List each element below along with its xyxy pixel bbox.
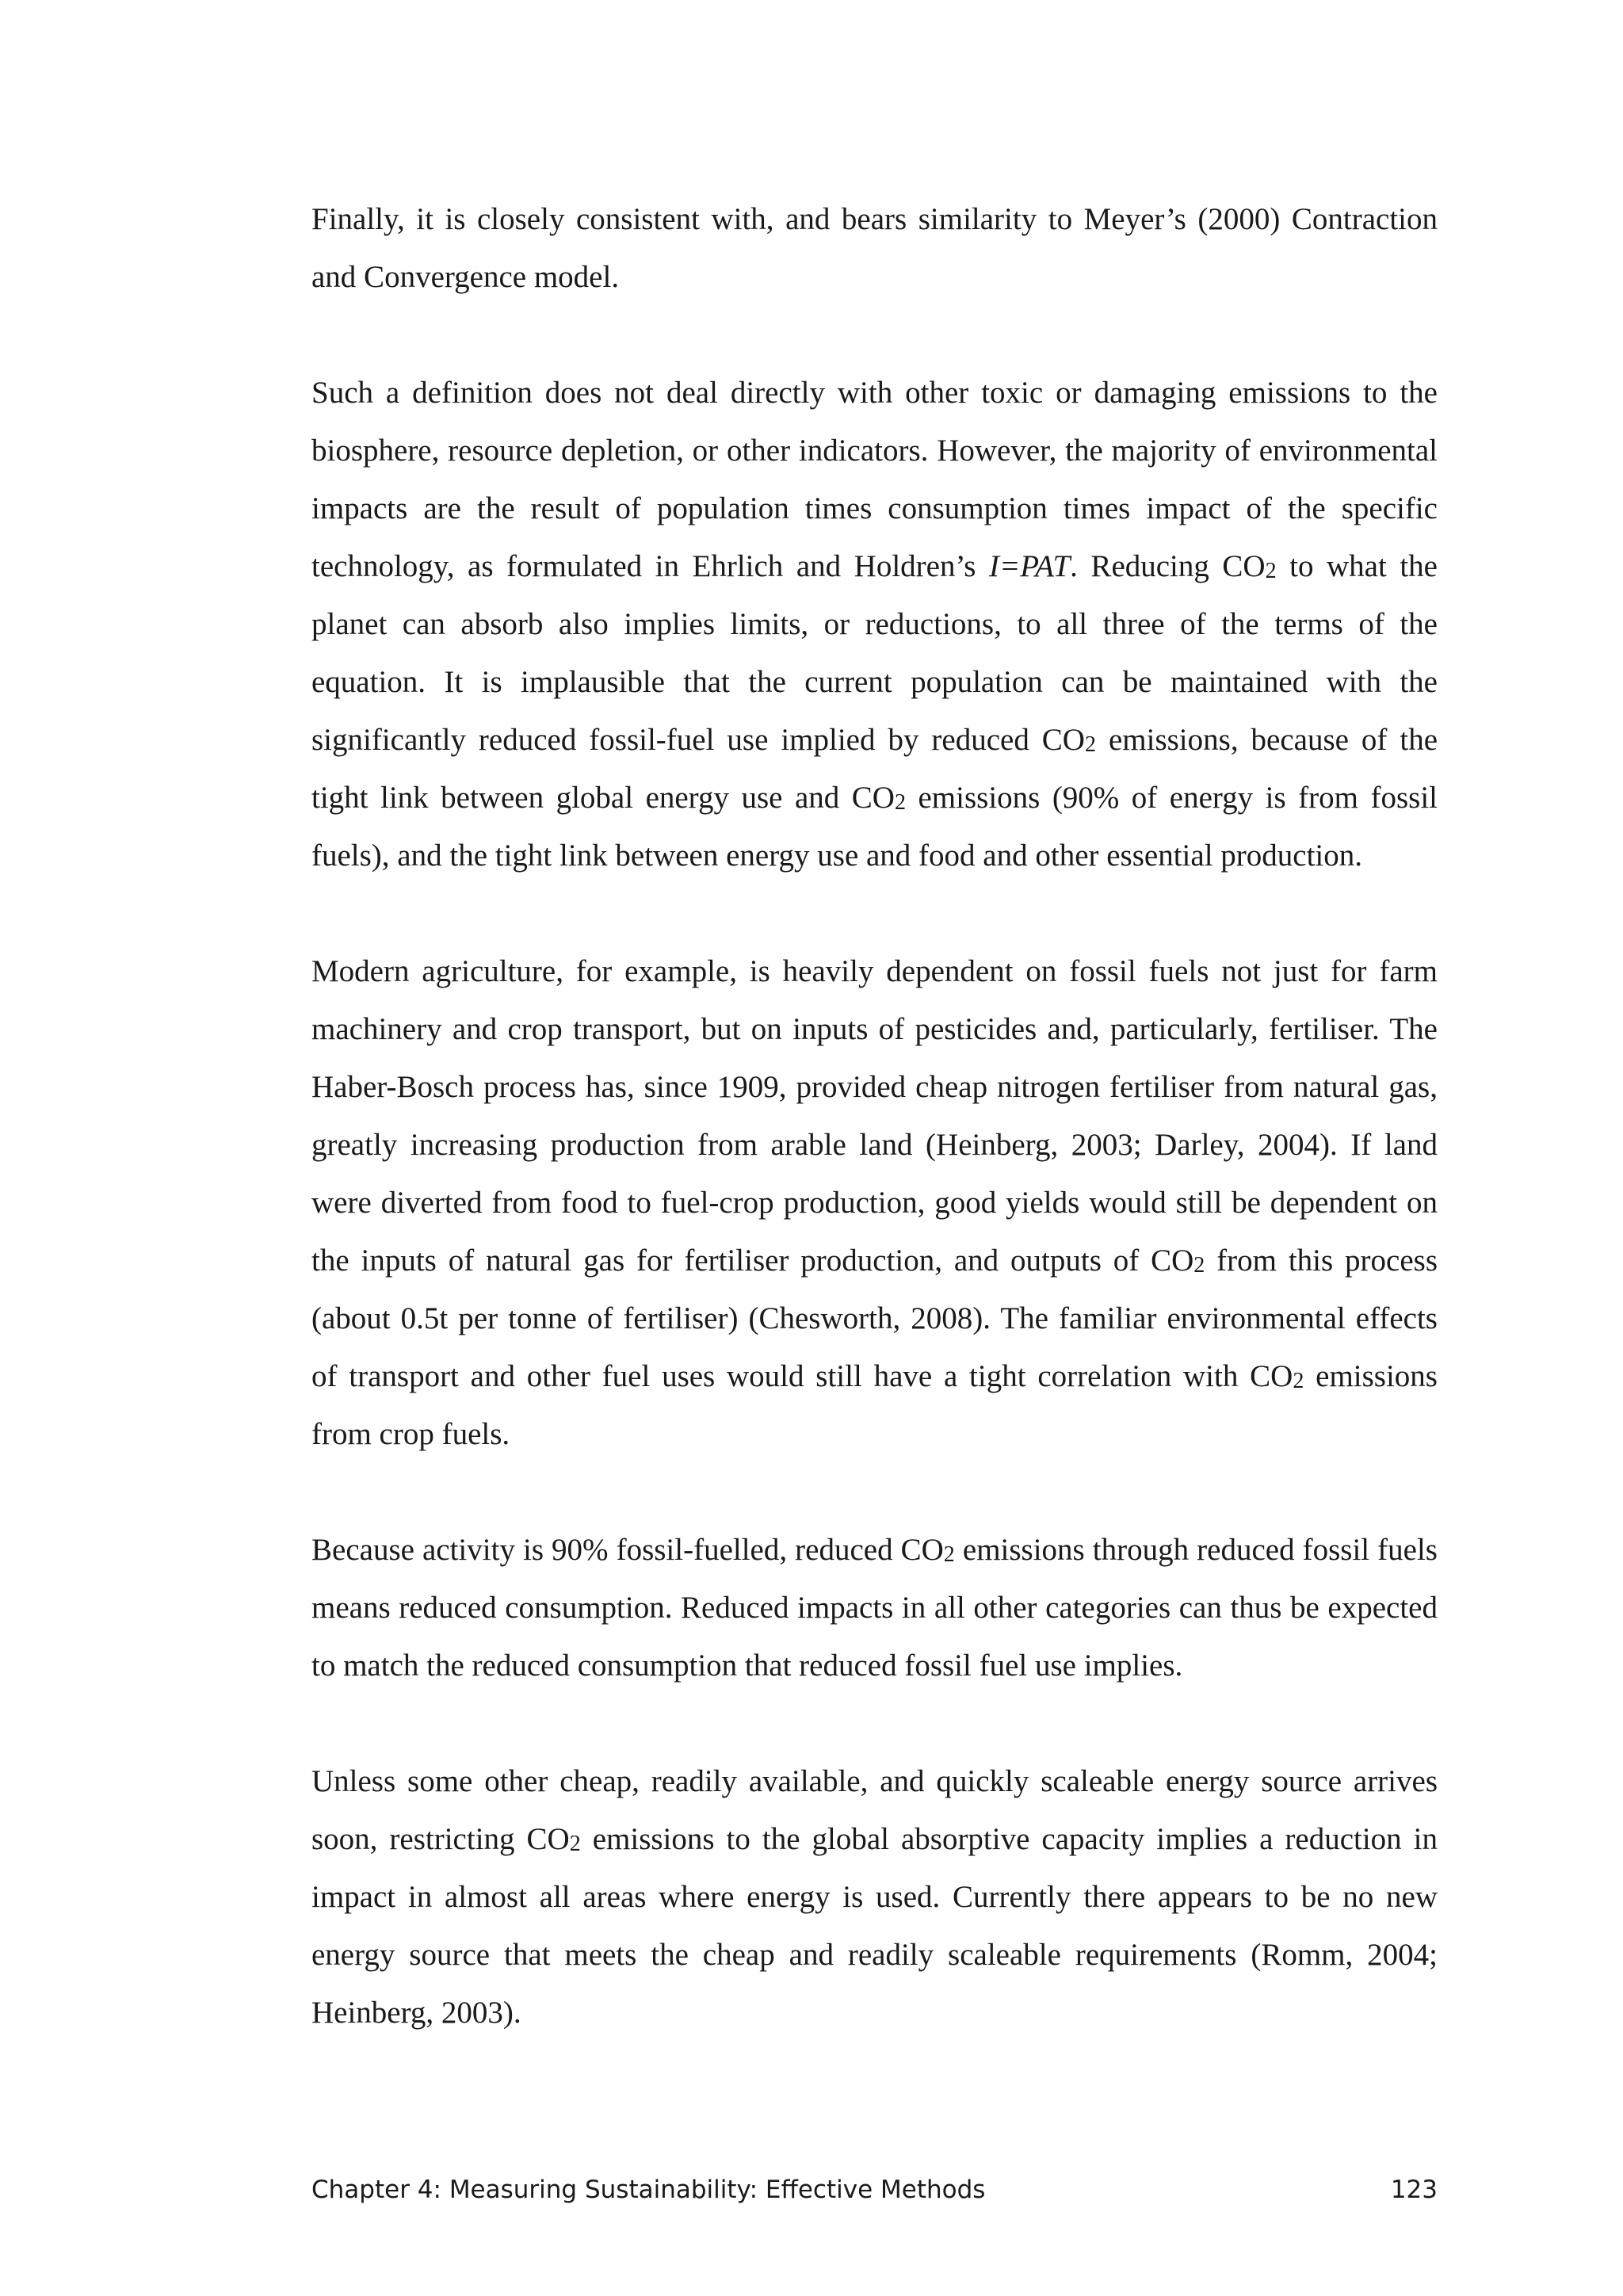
- paragraph-text: . Reducing CO: [1070, 549, 1266, 583]
- paragraph-text: emissions from crop fuels.: [311, 1359, 1438, 1451]
- subscript-text: 2: [569, 1832, 581, 1857]
- paragraph: [311, 190, 1438, 306]
- paragraph-text: emissions to the global absorptive capacity implies a reduction in impact in almost all areas where energy is used. Currently there appears to be no new energy source that meets the cheap and readily scaleable requirements (Romm, 2004; Heinberg, 2003).: [311, 1822, 1438, 2030]
- subscript-text: 2: [1265, 559, 1277, 584]
- paragraph-text: emissions (90% of energy is from fossil fuels), and the tight link between energy use and food and other essential production.: [311, 781, 1438, 873]
- subscript-text: 2: [1193, 1253, 1205, 1278]
- footer-page-number: 123: [1390, 2176, 1438, 2204]
- paragraph: [311, 364, 1438, 884]
- paragraph-text: Unless some other cheap, readily available, and quickly scaleable energy source arrives soon, restricting CO: [311, 1764, 1438, 1856]
- formula-text: I=PAT: [988, 549, 1071, 583]
- paragraph-text: emissions through reduced fossil fuels means reduced consumption. Reduced impacts in all other categories can thus be expected to match the reduced consumption that reduced fossil fuel use implies.: [311, 1533, 1438, 1683]
- paragraph-text: to what the planet can absorb also implies limits, or reductions, to all three of the terms of the equation. It is implausible that the current population can be maintained with the significantly reduced fossil-fuel use implied by reduced CO: [311, 549, 1438, 757]
- page-footer: [311, 2176, 1438, 2204]
- paragraph-text: Such a definition does not deal directly with other toxic or damaging emissions to the biosphere, resource depletion, or other indicators. However, the majority of environmental impacts are the result of population times consumption times impact of the specific technology, as formulated in Ehrlich and Holdren’s: [311, 376, 1438, 583]
- paragraph-text: Finally, it is closely consistent with, and bears similarity to Meyer’s (2000) Contraction and Convergence model.: [311, 202, 1438, 294]
- body-text: [311, 190, 1438, 2099]
- subscript-text: 2: [894, 790, 906, 816]
- paragraph: [311, 942, 1438, 1463]
- paragraph: [311, 1521, 1438, 1694]
- subscript-text: 2: [943, 1542, 955, 1568]
- paragraph-text: from this process (about 0.5t per tonne of fertiliser) (Chesworth, 2008). The familiar environmental effects of transport and other fuel uses would still have a tight correlation with CO: [311, 1244, 1438, 1393]
- subscript-text: 2: [1293, 1369, 1304, 1394]
- paragraph: [311, 1752, 1438, 2042]
- paragraph-text: Modern agriculture, for example, is heavily dependent on fossil fuels not just for farm machinery and crop transport, but on inputs of pesticides and, particularly, fertiliser. The Haber-Bosch process has, since 1909, provided cheap nitrogen fertiliser from natural gas, greatly increasing production from arable land (Heinberg, 2003; Darley, 2004). If land were diverted from food to fuel-crop production, good yields would still be dependent on the inputs of natural gas for fertiliser production, and outputs of CO: [311, 954, 1438, 1278]
- footer-chapter-title: Chapter 4: Measuring Sustainability: Effective Methods: [311, 2176, 986, 2204]
- paragraph-text: Because activity is 90% fossil-fuelled, reduced CO: [311, 1533, 944, 1567]
- paragraph-text: emissions, because of the tight link between global energy use and CO: [311, 723, 1438, 815]
- subscript-text: 2: [1084, 732, 1097, 758]
